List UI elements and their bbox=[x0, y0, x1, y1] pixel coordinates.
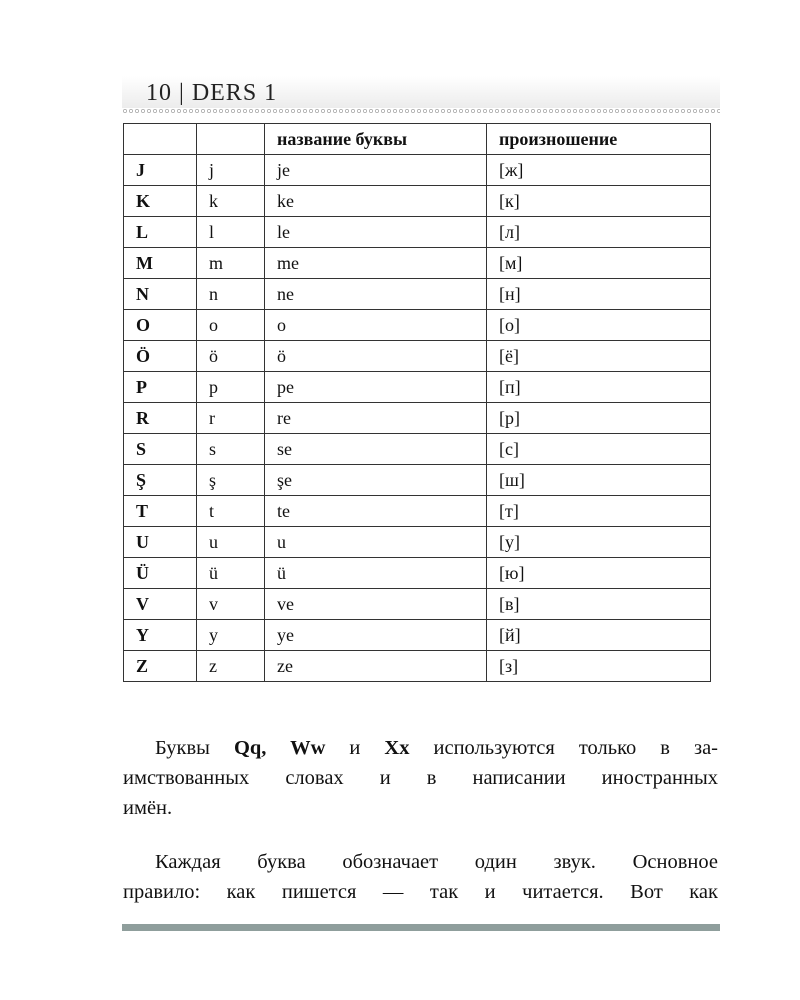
column-header-pronunciation: произношение bbox=[487, 124, 711, 155]
letter-name: re bbox=[265, 403, 487, 434]
pronunciation: [ю] bbox=[487, 558, 711, 589]
chapter-title: DERS 1 bbox=[191, 80, 278, 106]
table-row bbox=[124, 248, 711, 279]
paragraph-line: правило: как пишется — так и читается. Вот как bbox=[123, 881, 718, 903]
pronunciation: [к] bbox=[487, 186, 711, 217]
paragraph-line: имствованных словах и в написании иностранных bbox=[123, 767, 718, 789]
letter-name: ve bbox=[265, 589, 487, 620]
letter-name: ü bbox=[265, 558, 487, 589]
uppercase-letter: P bbox=[124, 372, 197, 403]
column-header-letter-name: название буквы bbox=[265, 124, 487, 155]
lowercase-letter: l bbox=[197, 217, 265, 248]
table-row bbox=[124, 465, 711, 496]
table-row bbox=[124, 558, 711, 589]
table-row bbox=[124, 155, 711, 186]
uppercase-letter: R bbox=[124, 403, 197, 434]
letter-name: ne bbox=[265, 279, 487, 310]
lowercase-letter: t bbox=[197, 496, 265, 527]
paragraph-line: имён. bbox=[123, 797, 173, 819]
lowercase-letter: ö bbox=[197, 341, 265, 372]
lowercase-letter: v bbox=[197, 589, 265, 620]
uppercase-letter: Z bbox=[124, 651, 197, 682]
uppercase-letter: V bbox=[124, 589, 197, 620]
lowercase-letter: p bbox=[197, 372, 265, 403]
footer-bar bbox=[122, 924, 720, 931]
table-row bbox=[124, 589, 711, 620]
letter-name: te bbox=[265, 496, 487, 527]
lowercase-letter: ü bbox=[197, 558, 265, 589]
letter-name: ö bbox=[265, 341, 487, 372]
table-header-row bbox=[124, 124, 711, 155]
letter-name: se bbox=[265, 434, 487, 465]
pronunciation: [у] bbox=[487, 527, 711, 558]
lowercase-letter: z bbox=[197, 651, 265, 682]
uppercase-letter: Ö bbox=[124, 341, 197, 372]
pronunciation: [й] bbox=[487, 620, 711, 651]
paragraph-borrowed-letters bbox=[123, 733, 718, 823]
pronunciation: [т] bbox=[487, 496, 711, 527]
paragraph-line: Буквы Qq, Ww и Xx используются только в за- bbox=[155, 737, 718, 759]
pronunciation: [в] bbox=[487, 589, 711, 620]
table-row bbox=[124, 372, 711, 403]
column-header bbox=[124, 124, 197, 155]
uppercase-letter: T bbox=[124, 496, 197, 527]
lowercase-letter: m bbox=[197, 248, 265, 279]
table-row bbox=[124, 651, 711, 682]
header-separator: | bbox=[179, 80, 185, 106]
lowercase-letter: j bbox=[197, 155, 265, 186]
paragraph-line: Каждая буква обозначает один звук. Основное bbox=[155, 851, 718, 873]
alphabet-table bbox=[123, 123, 711, 682]
uppercase-letter: S bbox=[124, 434, 197, 465]
table-row bbox=[124, 620, 711, 651]
lowercase-letter: u bbox=[197, 527, 265, 558]
page-number: 10 bbox=[146, 80, 172, 106]
uppercase-letter: L bbox=[124, 217, 197, 248]
pronunciation: [л] bbox=[487, 217, 711, 248]
uppercase-letter: K bbox=[124, 186, 197, 217]
pronunciation: [м] bbox=[487, 248, 711, 279]
pronunciation: [п] bbox=[487, 372, 711, 403]
uppercase-letter: U bbox=[124, 527, 197, 558]
pronunciation: [о] bbox=[487, 310, 711, 341]
uppercase-letter: O bbox=[124, 310, 197, 341]
uppercase-letter: M bbox=[124, 248, 197, 279]
uppercase-letter: Ü bbox=[124, 558, 197, 589]
decorative-dotted-rule bbox=[122, 108, 720, 114]
pronunciation: [ж] bbox=[487, 155, 711, 186]
lowercase-letter: n bbox=[197, 279, 265, 310]
lowercase-letter: y bbox=[197, 620, 265, 651]
table-row bbox=[124, 310, 711, 341]
letter-name: o bbox=[265, 310, 487, 341]
letter-name: je bbox=[265, 155, 487, 186]
table-row bbox=[124, 434, 711, 465]
lowercase-letter: ş bbox=[197, 465, 265, 496]
lowercase-letter: k bbox=[197, 186, 265, 217]
table-row bbox=[124, 403, 711, 434]
lowercase-letter: r bbox=[197, 403, 265, 434]
paragraph-reading-rule bbox=[123, 847, 718, 907]
pronunciation: [р] bbox=[487, 403, 711, 434]
running-header bbox=[122, 76, 720, 108]
letter-name: şe bbox=[265, 465, 487, 496]
letter-name: ze bbox=[265, 651, 487, 682]
table-row bbox=[124, 217, 711, 248]
uppercase-letter: Ş bbox=[124, 465, 197, 496]
pronunciation: [н] bbox=[487, 279, 711, 310]
pronunciation: [ш] bbox=[487, 465, 711, 496]
table-row bbox=[124, 496, 711, 527]
letter-name: ye bbox=[265, 620, 487, 651]
table-row bbox=[124, 186, 711, 217]
uppercase-letter: N bbox=[124, 279, 197, 310]
uppercase-letter: J bbox=[124, 155, 197, 186]
header-text bbox=[146, 80, 277, 107]
table-row bbox=[124, 527, 711, 558]
letter-name: ke bbox=[265, 186, 487, 217]
pronunciation: [з] bbox=[487, 651, 711, 682]
table-row bbox=[124, 279, 711, 310]
lowercase-letter: o bbox=[197, 310, 265, 341]
column-header bbox=[197, 124, 265, 155]
uppercase-letter: Y bbox=[124, 620, 197, 651]
lowercase-letter: s bbox=[197, 434, 265, 465]
letter-name: u bbox=[265, 527, 487, 558]
letter-name: me bbox=[265, 248, 487, 279]
letter-name: pe bbox=[265, 372, 487, 403]
pronunciation: [с] bbox=[487, 434, 711, 465]
letter-name: le bbox=[265, 217, 487, 248]
table-row bbox=[124, 341, 711, 372]
pronunciation: [ё] bbox=[487, 341, 711, 372]
